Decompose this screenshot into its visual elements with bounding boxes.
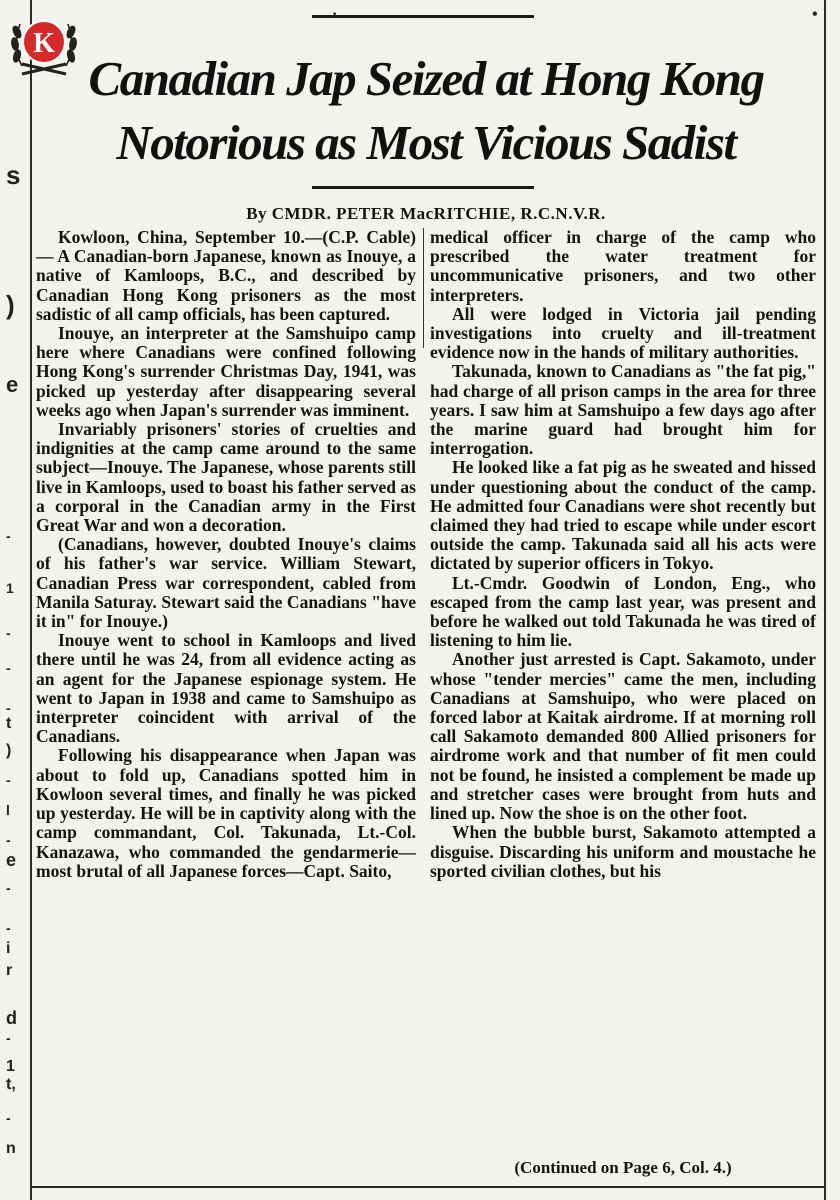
margin-fragment: - xyxy=(6,528,11,544)
margin-fragment: l xyxy=(6,802,10,818)
margin-fragment: - xyxy=(6,772,11,788)
margin-fragment: s xyxy=(6,160,21,190)
logo-letter: K xyxy=(33,28,55,59)
margin-fragment: n xyxy=(6,1140,16,1157)
article-column-left xyxy=(36,228,416,881)
margin-fragment: t xyxy=(6,715,12,732)
margin-fragment: e xyxy=(6,850,17,870)
margin-fragment: - xyxy=(6,1110,11,1126)
paragraph: When the bubble burst, Sakamoto attempted a disguise. Discarding his uniform and moustache he sported civilian clothes, but his xyxy=(430,822,816,881)
margin-fragment: - xyxy=(6,700,11,716)
margin-fragment: ) xyxy=(6,290,15,320)
byline: By CMDR. PETER MacRITCHIE, R.C.N.V.R. xyxy=(246,204,606,223)
paragraph: All were lodged in Victoria jail pending investigations into cruelty and ill-treatment evidence now in the hands of military authorities. xyxy=(430,303,816,363)
paragraph: Kowloon, China, September 10.—(C.P. Cable) — A Canadian-born Japanese, known as Inouye, a native of Kamloops, B.C., and described by Canadian Hong Kong prisoners as the most sadistic of all camp officials, has been captured. xyxy=(36,227,416,324)
paragraph: Inouye went to school in Kamloops and lived there until he was 24, from all evidence acting as an agent for the Japanese espionage system. He went to Japan in 1938 and came to Samshuipo as interpreter coincident with arrival of the Canadians. xyxy=(36,630,416,747)
margin-fragment: d xyxy=(6,1008,17,1028)
margin-fragment: - xyxy=(6,625,11,641)
paragraph: (Canadians, however, doubted Inouye's claims of his father's war service. William Stewart, Canadian Press war correspondent, cabled from Manila Saturay. Stewart said the Canadians "have it in" for Inouye.) xyxy=(36,534,416,632)
page-border-left xyxy=(30,0,32,1200)
paragraph: Another just arrested is Capt. Sakamoto, under whose "tender mercies" came the men, including Canadians at Samshuipo, who were placed on forced labor at Kaitak airdrome. If at morning roll call Sakamoto demanded 800 Allied prisoners for airdrome work and that number of fit men could not be found, he insisted a complement be made up and stretcher cases were brought from huts and lined up. Now the shoe is on the other foot. xyxy=(430,649,816,824)
top-rule xyxy=(312,15,534,18)
paragraph: He looked like a fat pig as he sweated and hissed under questioning about the conduct of the camp. He admitted four Canadians were shot recently but claimed they had tried to escape while under escort outside the camp. Takunada said all his acts were dictated by superior officers in Tokyo. xyxy=(430,457,816,574)
margin-fragment: ) xyxy=(6,742,12,759)
margin-fragment: 1 xyxy=(6,580,14,596)
paragraph: Inouye, an interpreter at the Samshuipo camp here where Canadians were confined following Hong Kong's surrender Christmas Day, 1941, was picked up yesterday after disappearing several weeks ago when Japan's surrender was imminent. xyxy=(36,323,416,420)
paragraph: Invariably prisoners' stories of cruelties and indignities at the camp came around to the same subject—Inouye. The Japanese, whose parents still live in Kamloops, used to boast his father served as a corporal in the Canadian army in the First Great War and won a decoration. xyxy=(36,419,416,536)
page-border-right xyxy=(824,0,826,1200)
margin-fragment: - xyxy=(6,832,11,848)
article-column-right xyxy=(430,228,816,881)
corner-dot: • xyxy=(812,6,818,23)
headline-line-2: Notorious as Most Vicious Sadist xyxy=(116,115,736,170)
margin-fragment: - xyxy=(6,660,11,676)
top-dot: · xyxy=(332,6,338,23)
margin-fragment: e xyxy=(6,372,19,397)
bottom-rule xyxy=(30,1186,826,1188)
margin-fragment: - xyxy=(6,880,11,896)
paragraph: medical officer in charge of the camp who prescribed the water treatment for uncommunicative prisoners, and two other interpreters. xyxy=(430,227,816,305)
margin-fragment: - xyxy=(6,1030,11,1046)
margin-fragment: t, xyxy=(6,1076,16,1093)
continued-notice: (Continued on Page 6, Col. 4.) xyxy=(514,1158,732,1177)
paragraph: Takunada, known to Canadians as "the fat pig," had charge of all prison camps in the area for three years. I saw him at Samshuipo a few days ago after the marine guard had brought him for interrogation. xyxy=(430,361,816,459)
margin-fragment: r xyxy=(6,962,13,979)
headline-line-1: Canadian Jap Seized at Hong Kong xyxy=(88,51,764,106)
margin-fragment: i xyxy=(6,940,11,957)
paragraph: Lt.-Cmdr. Goodwin of London, Eng., who escaped from the camp last year, was present and before he walked out told Takunada he was tired of listening to him lie. xyxy=(430,572,816,651)
paragraph: Following his disappearance when Japan was about to fold up, Canadians spotted him in Kowloon several times, and finally he was picked up yesterday. He will be in captivity along with the camp commandant, Col. Takunada, Lt.-Col. Kanazawa, who commanded the gendarmerie—most brutal of all Japanese forces—Capt. Saito, xyxy=(36,745,416,881)
column-divider xyxy=(423,228,424,348)
headline-rule xyxy=(312,186,534,189)
margin-fragment: - xyxy=(6,920,11,936)
margin-fragment: 1 xyxy=(6,1058,15,1075)
